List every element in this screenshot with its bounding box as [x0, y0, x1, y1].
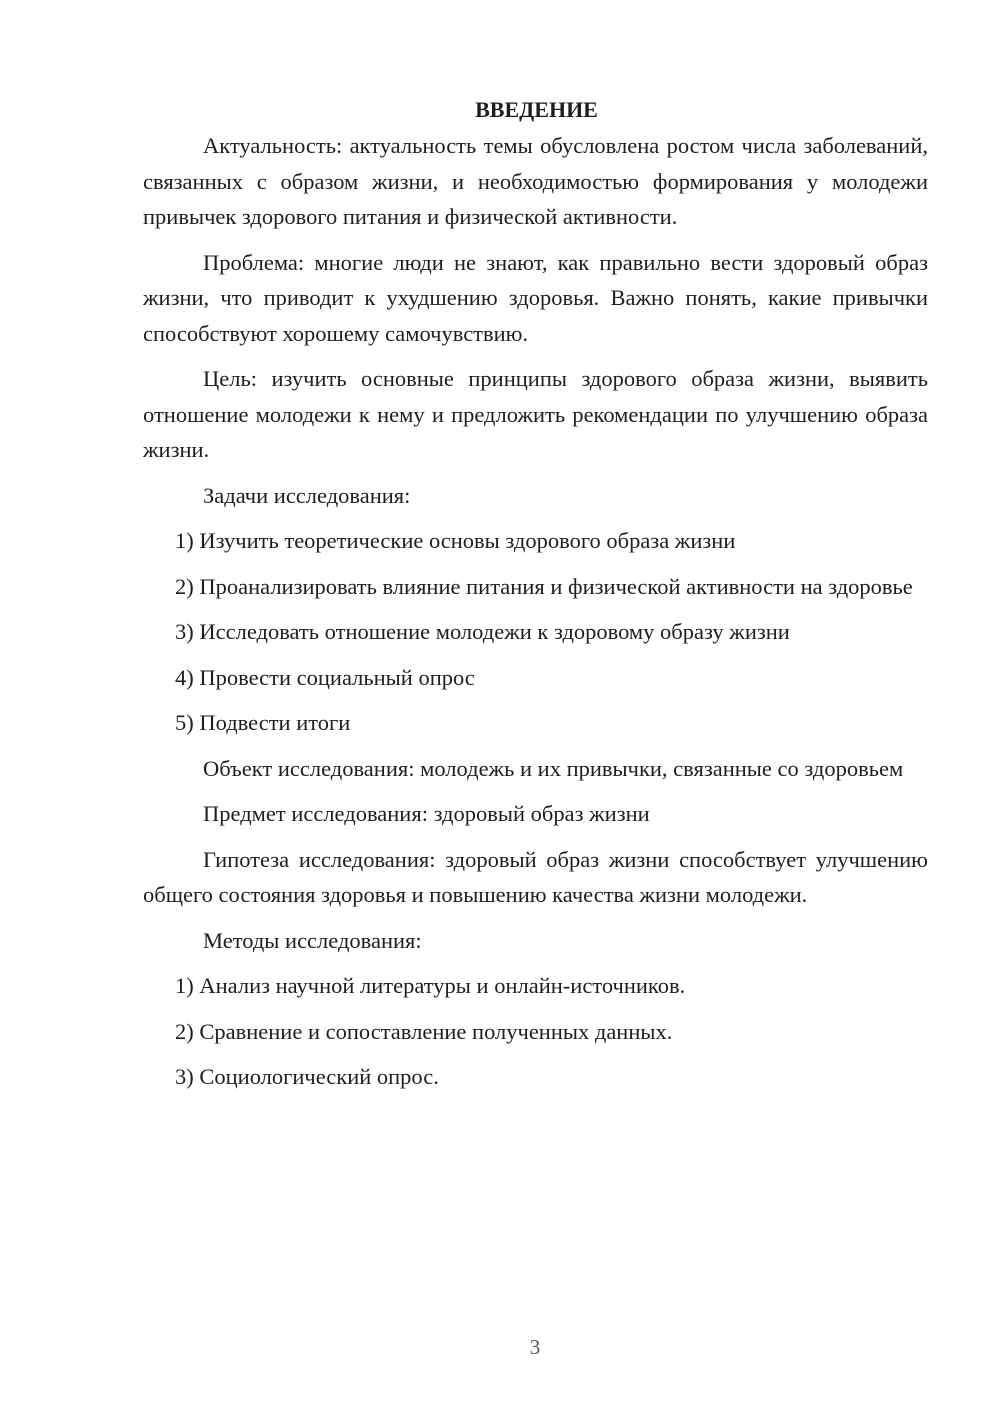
goal-paragraph: Цель: изучить основные принципы здорового образа жизни, выявить отношение молодежи к нему и предложить рекомендации по улучшению образа жизни. [143, 366, 928, 462]
method-item: 1) Анализ научной литературы и онлайн-источников. [175, 973, 686, 998]
task-item: 4) Провести социальный опрос [175, 664, 475, 690]
methods-heading: Методы исследования: [203, 927, 422, 953]
method-item: 3) Социологический опрос. [175, 1064, 439, 1089]
task-item: 5) Подвести итоги [175, 710, 351, 735]
section-title: ВВЕДЕНИЕ [475, 97, 598, 122]
hypothesis-paragraph: Гипотеза исследования: здоровый образ жизни способствует улучшению общего состояния здоровья и повышению качества жизни молодежи. [143, 846, 928, 907]
page-content [143, 92, 928, 1105]
page-number: 3 [529, 1335, 541, 1359]
relevance-paragraph: Актуальность: актуальность темы обусловлена ростом числа заболеваний, связанных с образом жизни, и необходимостью формирования у молодежи привычек здорового питания и физической активности. [143, 133, 928, 229]
tasks-heading: Задачи исследования: [203, 482, 411, 508]
task-item: 1) Изучить теоретические основы здорового образа жизни [175, 528, 736, 553]
task-item: 3) Исследовать отношение молодежи к здоровому образу жизни [175, 619, 790, 644]
problem-paragraph: Проблема: многие люди не знают, как правильно вести здоровый образ жизни, что приводит к ухудшению здоровья. Важно понять, какие привычки способствуют хорошему самочувствию. [143, 249, 928, 346]
task-item: 2) Проанализировать влияние питания и физической активности на здоровье [175, 573, 913, 599]
subject-paragraph: Предмет исследования: здоровый образ жизни [203, 801, 650, 826]
object-paragraph: Объект исследования: молодежь и их привычки, связанные со здоровьем [203, 755, 904, 781]
method-item: 2) Сравнение и сопоставление полученных данных. [175, 1018, 673, 1044]
